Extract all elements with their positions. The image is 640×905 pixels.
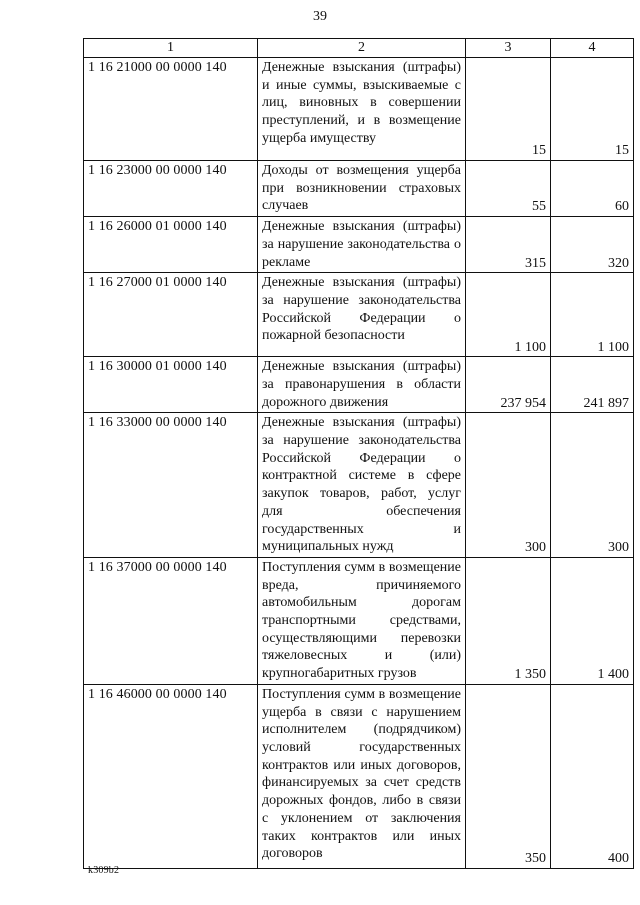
revenue-table (83, 38, 634, 869)
column-header-2: 2 (258, 39, 466, 58)
budget-code: 1 16 23000 00 0000 140 (84, 161, 258, 217)
document-code: k309b2 (88, 865, 120, 876)
value-col4: 320 (551, 217, 634, 273)
value-col3: 315 (466, 217, 551, 273)
budget-code: 1 16 46000 00 0000 140 (84, 684, 258, 868)
value-col4: 300 (551, 413, 634, 558)
budget-code: 1 16 27000 01 0000 140 (84, 273, 258, 357)
revenue-description: Денежные взыскания (штрафы) и иные суммы, взыскиваемые с лиц, виновных в совершении преступлений, и в возмещение ущерба имуществу (258, 58, 466, 161)
table-row (84, 58, 634, 161)
budget-code: 1 16 21000 00 0000 140 (84, 58, 258, 161)
table-header-row (84, 39, 634, 58)
column-header-4: 4 (551, 39, 634, 58)
revenue-description: Поступления сумм в возмещение ущерба в связи с нарушением исполнителем (подрядчиком) условий государственных контрактов или иных договоров, финансируемых за счет средств дорожных фондов, либо в связи с уклонением от заключения таких контрактов или иных договоров (258, 684, 466, 868)
value-col4: 1 100 (551, 273, 634, 357)
table-row (84, 684, 634, 868)
table-row (84, 161, 634, 217)
page-number: 39 (313, 9, 327, 24)
revenue-description: Доходы от возмещения ущерба при возникновении страховых случаев (258, 161, 466, 217)
value-col3: 55 (466, 161, 551, 217)
budget-code: 1 16 37000 00 0000 140 (84, 557, 258, 684)
value-col4: 15 (551, 58, 634, 161)
value-col4: 400 (551, 684, 634, 868)
budget-code: 1 16 30000 01 0000 140 (84, 357, 258, 413)
table-row (84, 217, 634, 273)
value-col4: 241 897 (551, 357, 634, 413)
budget-code: 1 16 33000 00 0000 140 (84, 413, 258, 558)
revenue-description: Денежные взыскания (штрафы) за нарушение законодательства о рекламе (258, 217, 466, 273)
revenue-description: Поступления сумм в возмещение вреда, причиняемого автомобильным дорогам транспортными средствами, осуществляющими перевозки тяжеловесных и (или) крупногабаритных грузов (258, 557, 466, 684)
value-col3: 15 (466, 58, 551, 161)
revenue-description: Денежные взыскания (штрафы) за нарушение законодательства Российской Федерации о пожарной безопасности (258, 273, 466, 357)
value-col3: 1 100 (466, 273, 551, 357)
revenue-description: Денежные взыскания (штрафы) за нарушение законодательства Российской Федерации о контрактной системе в сфере закупок товаров, работ, услуг для обеспечения государственных и муниципальных нужд (258, 413, 466, 558)
value-col3: 350 (466, 684, 551, 868)
table-row (84, 357, 634, 413)
value-col3: 300 (466, 413, 551, 558)
column-header-1: 1 (84, 39, 258, 58)
revenue-description: Денежные взыскания (штрафы) за правонарушения в области дорожного движения (258, 357, 466, 413)
value-col3: 237 954 (466, 357, 551, 413)
table-row (84, 273, 634, 357)
budget-code: 1 16 26000 01 0000 140 (84, 217, 258, 273)
value-col4: 1 400 (551, 557, 634, 684)
table-row (84, 413, 634, 558)
value-col3: 1 350 (466, 557, 551, 684)
table-row (84, 557, 634, 684)
value-col4: 60 (551, 161, 634, 217)
column-header-3: 3 (466, 39, 551, 58)
